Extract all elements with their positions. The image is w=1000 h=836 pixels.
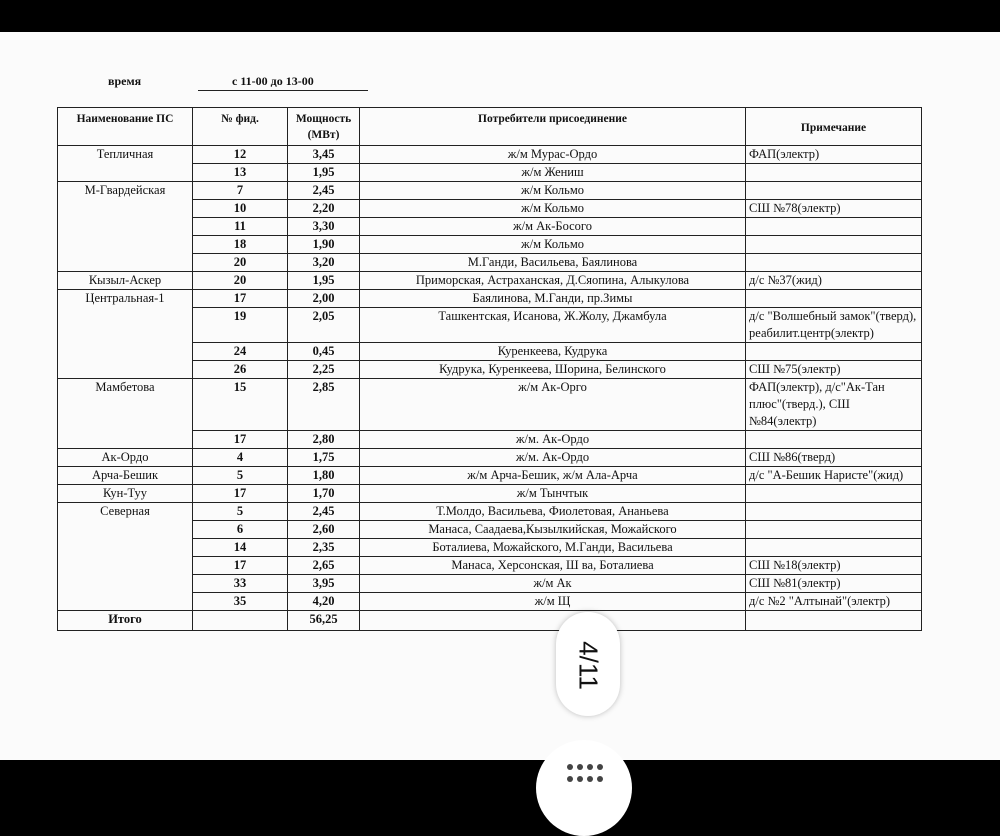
- power-cell: 2,60: [288, 521, 360, 539]
- power-table: [57, 107, 922, 631]
- power-cell: 2,80: [288, 431, 360, 449]
- table-body: [58, 146, 922, 611]
- feeder-cell: 17: [193, 557, 288, 575]
- note-cell: [746, 236, 922, 254]
- power-cell: 2,35: [288, 539, 360, 557]
- consumers-cell: ж/м. Ак-Ордо: [360, 431, 746, 449]
- power-cell: 2,85: [288, 379, 360, 431]
- ps-name-cell: Кун-Туу: [58, 485, 193, 503]
- consumers-cell: ж/м Кольмо: [360, 200, 746, 218]
- power-cell: 1,90: [288, 236, 360, 254]
- time-underline: [198, 90, 368, 91]
- power-cell: 2,20: [288, 200, 360, 218]
- feeder-cell: 6: [193, 521, 288, 539]
- consumers-cell: ж/м. Ак-Ордо: [360, 449, 746, 467]
- power-cell: 2,25: [288, 361, 360, 379]
- feeder-cell: 18: [193, 236, 288, 254]
- consumers-cell: ж/м Тынчтык: [360, 485, 746, 503]
- feeder-cell: 20: [193, 272, 288, 290]
- time-value: с 11-00 до 13-00: [232, 74, 314, 88]
- document-page: [0, 32, 1000, 760]
- consumers-cell: Баялинова, М.Ганди, пр.Зимы: [360, 290, 746, 308]
- consumers-cell: ж/м Мурас-Ордо: [360, 146, 746, 164]
- feeder-cell: 17: [193, 485, 288, 503]
- ps-name-cell: Ак-Ордо: [58, 449, 193, 467]
- consumers-cell: Куренкеева, Кудрука: [360, 343, 746, 361]
- note-cell: [746, 290, 922, 308]
- feeder-cell: 4: [193, 449, 288, 467]
- consumers-cell: Ташкентская, Исанова, Ж.Жолу, Джамбула: [360, 308, 746, 343]
- power-cell: 4,20: [288, 593, 360, 611]
- note-cell: д/с "Волшебный замок"(тверд), реабилит.центр(электр): [746, 308, 922, 343]
- consumers-cell: Т.Молдо, Васильева, Фиолетовая, Ананьева: [360, 503, 746, 521]
- table-row: [58, 290, 922, 308]
- consumers-cell: Манаса, Саадаева,Кызылкийская, Можайского: [360, 521, 746, 539]
- note-cell: [746, 503, 922, 521]
- consumers-cell: Манаса, Херсонская, Ш ва, Боталиева: [360, 557, 746, 575]
- note-cell: [746, 539, 922, 557]
- consumers-cell: ж/м Ак: [360, 575, 746, 593]
- note-cell: д/с №37(жид): [746, 272, 922, 290]
- power-cell: 0,45: [288, 343, 360, 361]
- power-cell: 3,20: [288, 254, 360, 272]
- feeder-cell: 7: [193, 182, 288, 200]
- consumers-cell: ж/м Щ: [360, 593, 746, 611]
- consumers-cell: ж/м Жениш: [360, 164, 746, 182]
- ps-name-cell: Кызыл-Аскер: [58, 272, 193, 290]
- power-cell: 2,05: [288, 308, 360, 343]
- power-cell: 2,45: [288, 503, 360, 521]
- power-cell: 3,95: [288, 575, 360, 593]
- table-row: [58, 182, 922, 200]
- note-cell: СШ №18(электр): [746, 557, 922, 575]
- consumers-cell: ж/м Ак-Босого: [360, 218, 746, 236]
- feeder-cell: 33: [193, 575, 288, 593]
- power-cell: 1,80: [288, 467, 360, 485]
- consumers-cell: ж/м Арча-Бешик, ж/м Ала-Арча: [360, 467, 746, 485]
- header-feeder: № фид.: [193, 108, 288, 146]
- consumers-cell: Боталиева, Можайского, М.Ганди, Васильева: [360, 539, 746, 557]
- note-cell: ФАП(электр), д/с"Ак-Тан плюс"(тверд.), СШ №84(электр): [746, 379, 922, 431]
- feeder-cell: 11: [193, 218, 288, 236]
- power-cell: 3,30: [288, 218, 360, 236]
- note-cell: д/с №2 "Алтынай"(электр): [746, 593, 922, 611]
- ps-name-cell: М-Гвардейская: [58, 182, 193, 272]
- feeder-cell: 20: [193, 254, 288, 272]
- table-row: [58, 449, 922, 467]
- power-cell: 2,45: [288, 182, 360, 200]
- page-indicator-text: 4/11: [573, 641, 604, 690]
- ps-name-cell: Мамбетова: [58, 379, 193, 449]
- consumers-cell: ж/м Кольмо: [360, 182, 746, 200]
- power-cell: 2,65: [288, 557, 360, 575]
- table-row: [58, 467, 922, 485]
- note-cell: [746, 182, 922, 200]
- header-note: Примечание: [746, 108, 922, 146]
- page-indicator: [556, 612, 620, 716]
- note-cell: [746, 164, 922, 182]
- note-cell: СШ №78(электр): [746, 200, 922, 218]
- feeder-cell: 26: [193, 361, 288, 379]
- grid-menu-button[interactable]: [536, 740, 632, 836]
- note-cell: [746, 254, 922, 272]
- feeder-cell: 17: [193, 290, 288, 308]
- ps-name-cell: Северная: [58, 503, 193, 611]
- feeder-cell: 13: [193, 164, 288, 182]
- note-cell: [746, 431, 922, 449]
- table-row: [58, 485, 922, 503]
- feeder-cell: 17: [193, 431, 288, 449]
- note-cell: СШ №75(электр): [746, 361, 922, 379]
- total-empty-consumers: [360, 611, 746, 631]
- feeder-cell: 10: [193, 200, 288, 218]
- feeder-cell: 35: [193, 593, 288, 611]
- consumers-cell: Приморская, Астраханская, Д.Сяопина, Алыкулова: [360, 272, 746, 290]
- note-cell: [746, 521, 922, 539]
- consumers-cell: ж/м Кольмо: [360, 236, 746, 254]
- power-cell: 2,00: [288, 290, 360, 308]
- ps-name-cell: Центральная-1: [58, 290, 193, 379]
- feeder-cell: 24: [193, 343, 288, 361]
- table-row: [58, 272, 922, 290]
- feeder-cell: 5: [193, 467, 288, 485]
- power-cell: 3,45: [288, 146, 360, 164]
- total-value: 56,25: [288, 611, 360, 631]
- feeder-cell: 12: [193, 146, 288, 164]
- note-cell: [746, 485, 922, 503]
- grid-dots-icon: [567, 764, 601, 784]
- note-cell: СШ №86(тверд): [746, 449, 922, 467]
- consumers-cell: М.Ганди, Васильева, Баялинова: [360, 254, 746, 272]
- ps-name-cell: Тепличная: [58, 146, 193, 182]
- note-cell: д/с "А-Бешик Наристе"(жид): [746, 467, 922, 485]
- header-ps: Наименование ПС: [58, 108, 193, 146]
- header-power: Мощность (МВт): [288, 108, 360, 146]
- note-cell: [746, 343, 922, 361]
- feeder-cell: 14: [193, 539, 288, 557]
- consumers-cell: Кудрука, Куренкеева, Шорина, Белинского: [360, 361, 746, 379]
- feeder-cell: 19: [193, 308, 288, 343]
- table-header-row: [58, 108, 922, 146]
- power-cell: 1,70: [288, 485, 360, 503]
- table-row: [58, 379, 922, 431]
- feeder-cell: 15: [193, 379, 288, 431]
- total-empty-feeder: [193, 611, 288, 631]
- note-cell: [746, 218, 922, 236]
- time-label: время: [108, 74, 142, 88]
- power-cell: 1,75: [288, 449, 360, 467]
- header-consumers: Потребители присоединение: [360, 108, 746, 146]
- table-row: [58, 146, 922, 164]
- total-empty-note: [746, 611, 922, 631]
- consumers-cell: ж/м Ак-Орго: [360, 379, 746, 431]
- feeder-cell: 5: [193, 503, 288, 521]
- total-row: [58, 611, 922, 631]
- note-cell: ФАП(электр): [746, 146, 922, 164]
- power-cell: 1,95: [288, 164, 360, 182]
- table-row: [58, 503, 922, 521]
- power-cell: 1,95: [288, 272, 360, 290]
- total-label: Итого: [58, 611, 193, 631]
- note-cell: СШ №81(электр): [746, 575, 922, 593]
- ps-name-cell: Арча-Бешик: [58, 467, 193, 485]
